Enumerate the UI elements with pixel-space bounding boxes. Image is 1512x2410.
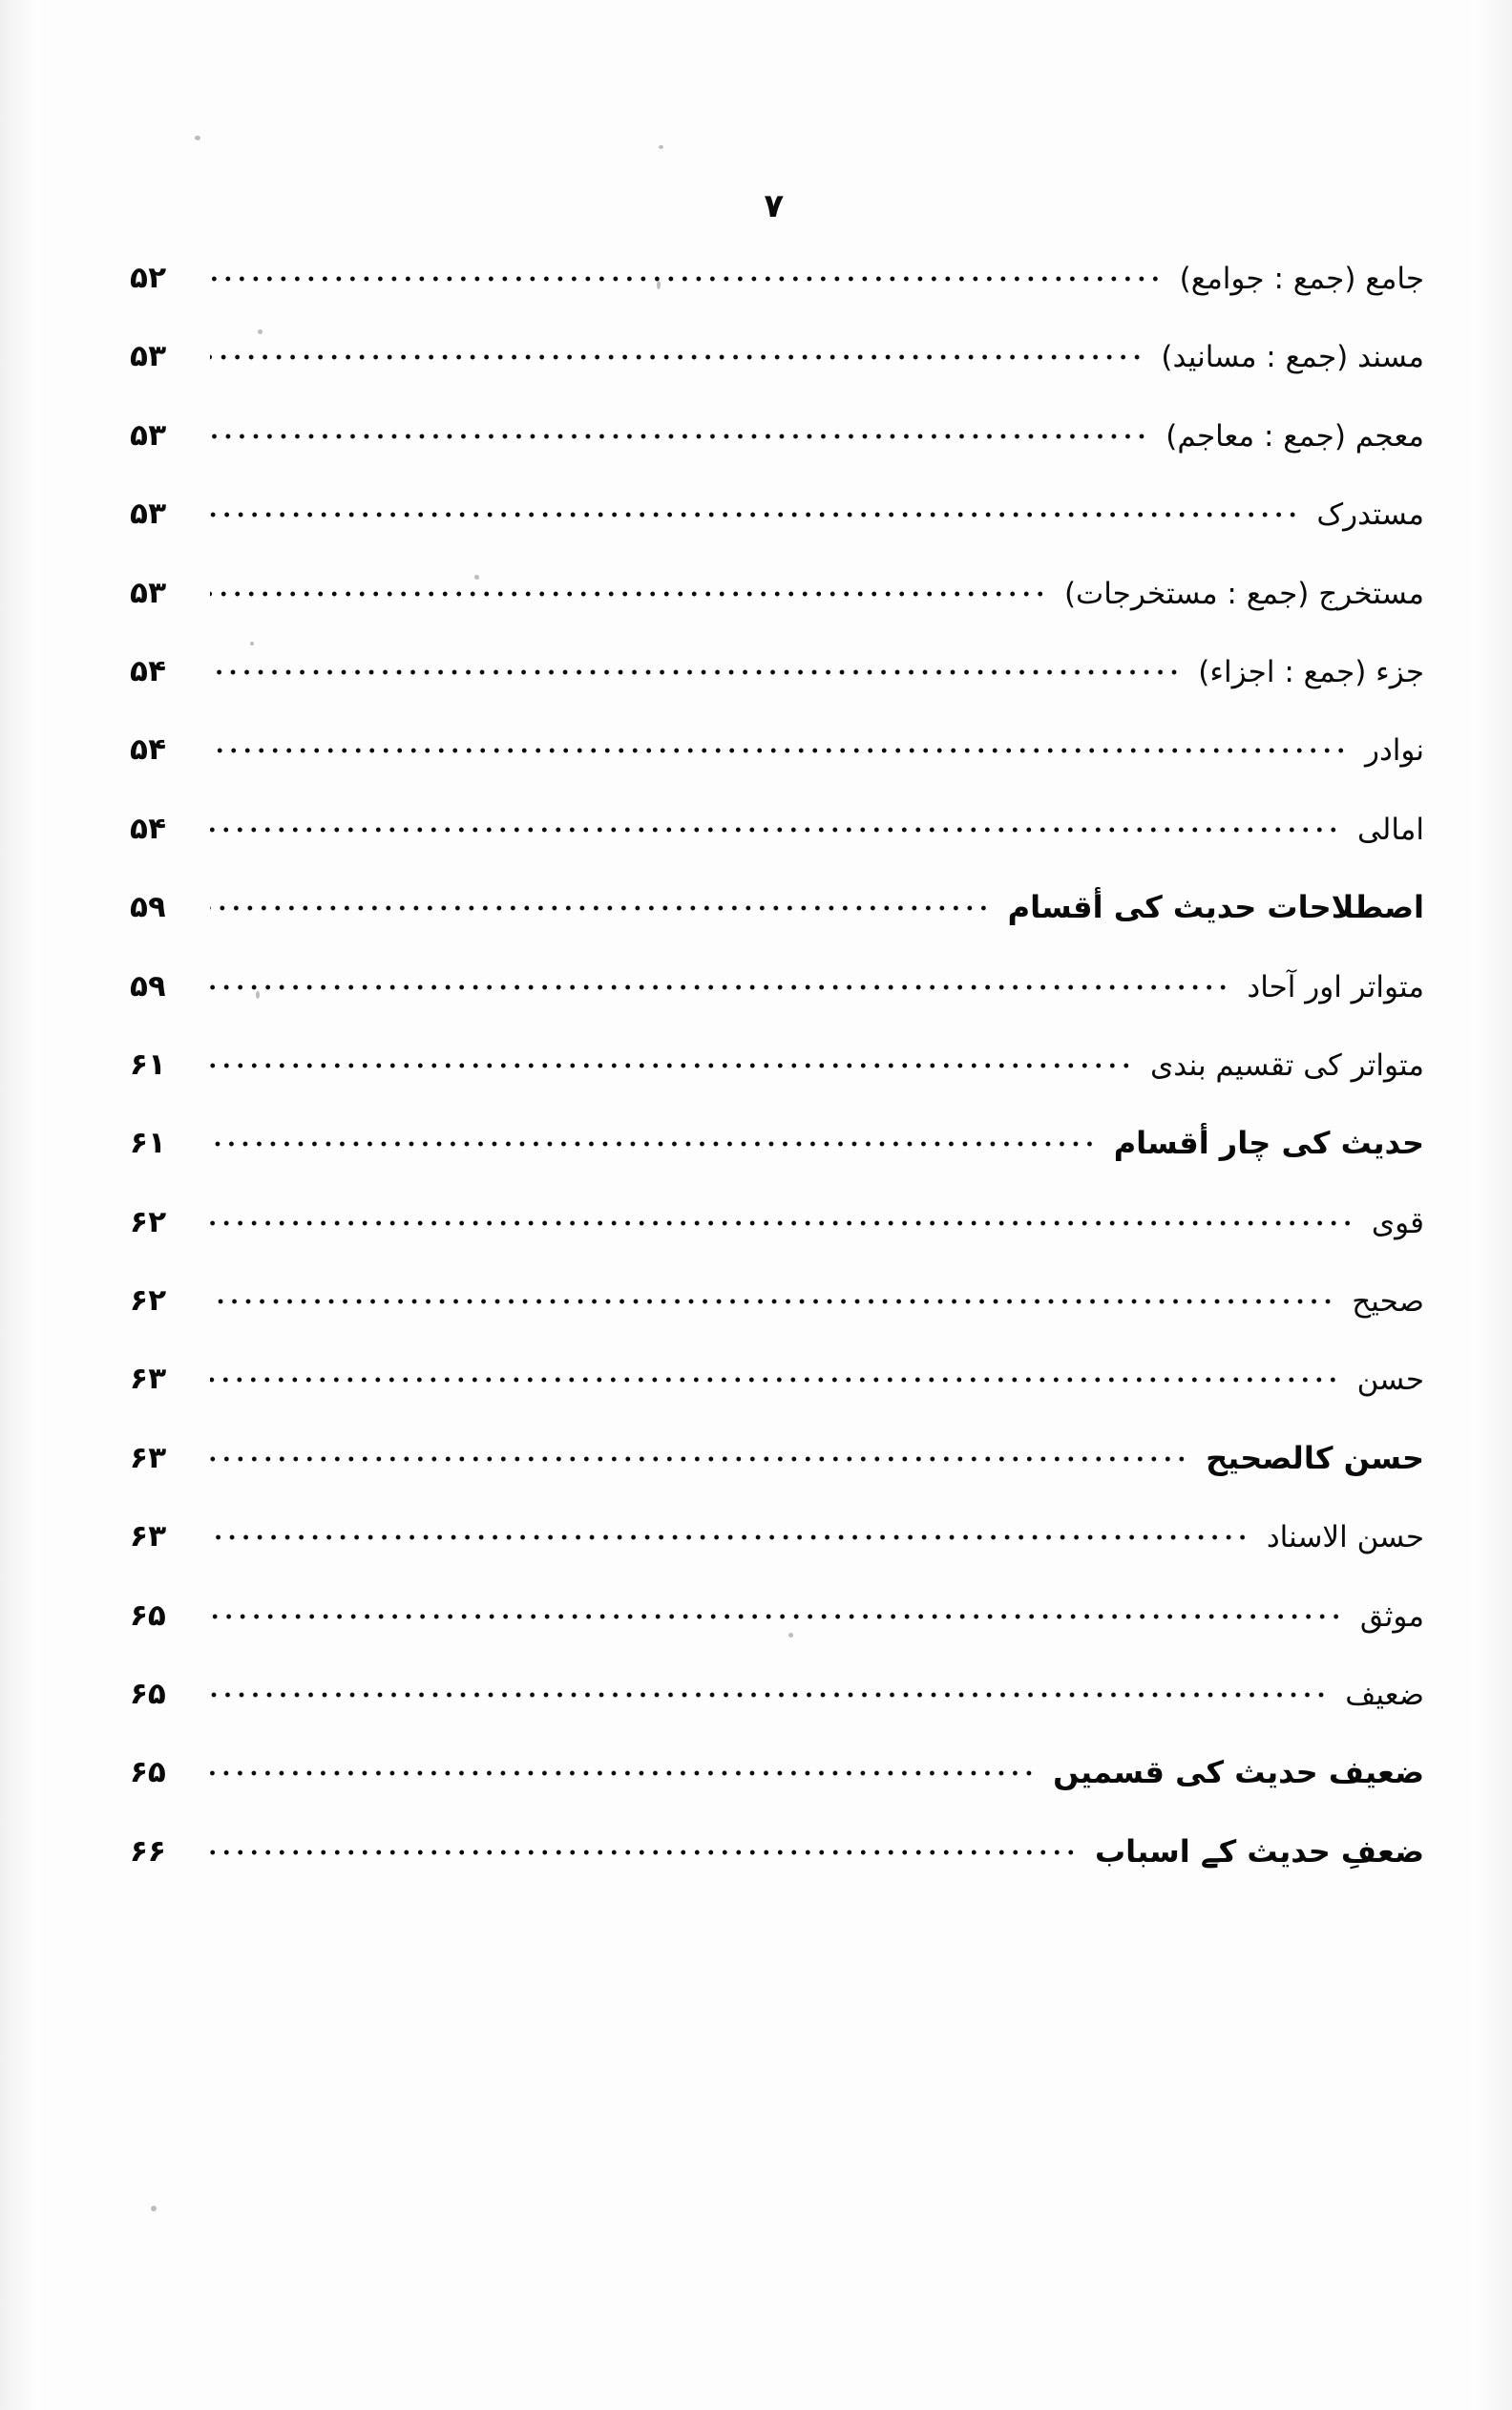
toc-entry-page-number: ۶۲: [129, 1283, 167, 1319]
toc-entry-title: متواتر کی تقسیم بندی: [1150, 1047, 1424, 1083]
scan-speck: [659, 145, 663, 149]
toc-entry-title: جامع (جمع : جوامع): [1179, 262, 1424, 296]
toc-dot-leader: [210, 1451, 1188, 1467]
toc-entry[interactable]: [92, 261, 1424, 342]
toc-dot-leader: [210, 665, 1181, 680]
toc-entry-page-number: ۶۳: [129, 1362, 167, 1397]
toc-entry-page-number: ۶۲: [129, 1204, 167, 1239]
toc-entry-page-number: ۶۱: [129, 1046, 167, 1082]
toc-dot-leader: [210, 1294, 1334, 1309]
toc-entry-page-number: ۵۳: [129, 575, 167, 610]
folio-number: ۷: [762, 187, 785, 225]
scan-speck: [151, 2206, 157, 2211]
toc-entry-title: نوادر: [1364, 733, 1424, 769]
toc-entry[interactable]: [92, 575, 1424, 657]
toc-entry[interactable]: [92, 1832, 1424, 1915]
toc-entry[interactable]: [92, 811, 1424, 893]
toc-entry-title: قوی: [1371, 1205, 1424, 1240]
toc-dot-leader: [210, 1765, 1036, 1781]
toc-dot-leader: [210, 1845, 1078, 1860]
toc-entry-title: ضعفِ حدیث کے اسباب: [1095, 1832, 1424, 1870]
toc-entry[interactable]: [92, 499, 1424, 578]
toc-entry[interactable]: [92, 1439, 1424, 1522]
toc-entry-title: معجم (جمع : معاجم): [1166, 418, 1424, 454]
toc-dot-leader: [210, 1609, 1343, 1624]
toc-entry-title: حسن الاسناد: [1266, 1520, 1424, 1555]
toc-entry[interactable]: [92, 1519, 1424, 1600]
toc-dot-leader: [210, 507, 1299, 522]
toc-entry-page-number: ۵۳: [129, 417, 167, 453]
toc-entry-page-number: ۶۶: [129, 1833, 167, 1869]
toc-entry[interactable]: [92, 968, 1424, 1050]
toc-entry-page-number: ۶۱: [129, 1126, 167, 1161]
toc-entry-page-number: ۶۵: [129, 1597, 167, 1633]
toc-entry-title: مستخرج (جمع : مستخرجات): [1063, 576, 1424, 611]
toc-entry-title: اصطلاحات حدیث کی أقسام: [1007, 889, 1424, 926]
toc-entry-page-number: ۵۴: [129, 811, 167, 846]
toc-entry-title: حسن کالصحیح: [1206, 1439, 1424, 1476]
toc-entry-page-number: ۵۳: [129, 497, 167, 532]
toc-dot-leader: [210, 586, 1047, 602]
toc-entry[interactable]: [92, 732, 1424, 814]
toc-entry-title: جزء (جمع : اجزاء): [1198, 654, 1424, 689]
toc-entry-title: امالی: [1357, 812, 1424, 847]
toc-entry-page-number: ۵۹: [129, 890, 167, 925]
scan-speck: [195, 136, 200, 140]
toc-dot-leader: [210, 1687, 1328, 1702]
toc-entry-title: ضعیف حدیث کی قسمیں: [1053, 1754, 1424, 1791]
toc-entry[interactable]: [92, 1283, 1424, 1364]
toc-dot-leader: [210, 349, 1144, 365]
table-of-contents: [92, 261, 1424, 1915]
toc-entry-title: موثق: [1359, 1598, 1424, 1634]
toc-dot-leader: [210, 822, 1340, 837]
scan-edge-right-shadow: [1472, 0, 1512, 2410]
scan-edge-left-shadow: [0, 0, 40, 2410]
toc-entry-title: متواتر اور آحاد: [1247, 969, 1424, 1004]
toc-entry[interactable]: [92, 889, 1424, 971]
toc-entry[interactable]: [92, 1125, 1424, 1207]
toc-entry[interactable]: [92, 417, 1424, 499]
toc-entry-title: حسن: [1356, 1363, 1424, 1398]
toc-entry[interactable]: [92, 1677, 1424, 1758]
toc-entry[interactable]: [92, 1046, 1424, 1129]
toc-entry[interactable]: [92, 653, 1424, 735]
toc-dot-leader: [210, 1216, 1354, 1231]
toc-entry-page-number: ۶۵: [129, 1677, 167, 1712]
toc-entry-title: ضعیف: [1345, 1678, 1424, 1713]
toc-entry-title: مستدرک: [1316, 497, 1424, 533]
toc-entry-title: مسند (جمع : مسانید): [1161, 340, 1424, 375]
toc-entry[interactable]: [92, 1754, 1424, 1836]
toc-entry-title: حدیث کی چار أقسام: [1113, 1125, 1424, 1162]
toc-entry-page-number: ۶۳: [129, 1519, 167, 1554]
toc-entry[interactable]: [92, 1364, 1424, 1443]
toc-dot-leader: [210, 1530, 1250, 1545]
toc-entry-page-number: ۵۴: [129, 653, 167, 688]
toc-entry[interactable]: [92, 1597, 1424, 1680]
toc-entry-page-number: ۵۹: [129, 968, 167, 1004]
toc-dot-leader: [210, 1058, 1133, 1073]
toc-entry-page-number: ۶۳: [129, 1440, 167, 1475]
toc-entry[interactable]: [92, 1204, 1424, 1286]
toc-dot-leader: [210, 1372, 1340, 1387]
toc-entry-page-number: ۵۲: [129, 261, 167, 295]
toc-dot-leader: [210, 271, 1163, 286]
toc-entry-page-number: ۵۳: [129, 339, 167, 374]
toc-entry[interactable]: [92, 339, 1424, 420]
page-folio: [0, 187, 1512, 225]
toc-entry-page-number: ۶۵: [129, 1755, 167, 1790]
toc-entry-title: صحیح: [1352, 1284, 1424, 1320]
toc-dot-leader: [210, 1136, 1097, 1152]
toc-dot-leader: [210, 429, 1148, 444]
toc-entry-page-number: ۵۴: [129, 732, 167, 768]
toc-dot-leader: [210, 900, 991, 916]
toc-dot-leader: [210, 980, 1229, 995]
toc-dot-leader: [210, 743, 1348, 758]
